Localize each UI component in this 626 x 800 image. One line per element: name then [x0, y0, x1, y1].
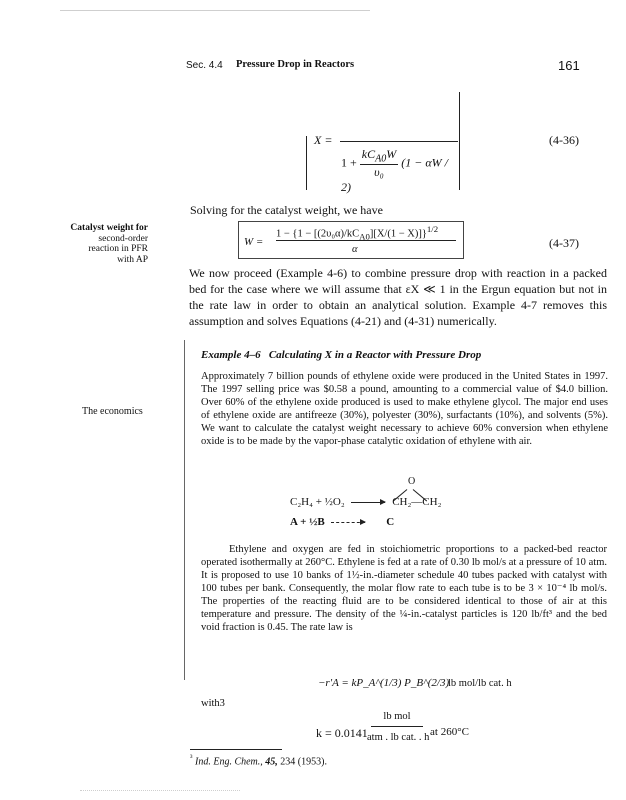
equation-4-37-number: (4-37): [549, 236, 579, 250]
reaction-equation: [290, 496, 441, 508]
epoxide-oxygen: O: [408, 476, 416, 487]
equation-4-36-denominator: [341, 147, 459, 195]
page-number: 161: [558, 58, 580, 73]
reaction-product: CH₂—CH₂: [392, 496, 442, 508]
footnote-volume: 45,: [265, 756, 278, 768]
eq37-num-sub: A0: [359, 231, 370, 242]
eq36-one-plus: 1 +: [341, 155, 357, 170]
equation-4-37-numerator: [276, 224, 438, 242]
eq36-w: W: [386, 147, 397, 161]
running-title: Pressure Drop in Reactors: [236, 59, 355, 70]
bottom-scan-artifact: [80, 790, 240, 791]
solving-sentence: Solving for the catalyst weight, we have: [190, 203, 383, 217]
sidenote-1-line-1: Catalyst weight for: [70, 223, 148, 233]
body-paragraph-1: We now proceed (Example 4-6) to combine pressure drop with reaction in a packed bed for the case where we will assume that εX ≪ 1 in the Ergun equation but not in the rate law in order to obtain an analytical solution. Example 4-7 removes this assumption and solves Equations (4-21) and (4-31) numerically.: [189, 266, 607, 328]
sidenote-economics: The economics: [82, 406, 143, 417]
footnote: [190, 753, 327, 767]
example-paragraph-1: Approximately 7 billion pounds of ethylene oxide were produced in the United States in 1997. The 1997 selling price was $0.58 a pound, amounting to a commercial value of $4.0 billion. Over 60% of the ethylene oxide produced is used to make ethylene glycol. The major end uses of ethylene oxide are antifreeze (30%), polyester (30%), surfactants (10%), and solvents (5%). We want to calculate the catalyst weight necessary to achieve 60% conversion when ethylene oxide is to be made by the vapor-phase catalytic oxidation of ethylene with air.: [201, 371, 608, 447]
eq37-num-b: ][X/(1 − X)]}: [369, 228, 427, 240]
sidenote-1-line-4: with AP: [117, 254, 148, 265]
footnote-marker: ³: [190, 753, 193, 762]
footnote-journal: Ind. Eng. Chem.,: [195, 756, 263, 768]
equation-4-37-denominator: α: [352, 244, 358, 255]
rate-law-units: lb mol/lb cat. h: [448, 678, 512, 689]
rate-constant-unit-num: lb mol: [383, 711, 411, 722]
example-heading: Calculating X in a Reactor with Pressure Drop: [268, 349, 482, 361]
eq36-inner-den: υ₀: [374, 165, 384, 180]
eq36-kc: kC: [361, 147, 376, 161]
example-number: Example 4–6: [201, 349, 261, 361]
reaction-arrow-icon: [351, 502, 385, 503]
sidenote-1-line-3: reaction in PFR: [88, 244, 148, 254]
section-label: Sec. 4.4: [186, 60, 223, 71]
equation-4-36-lhs: X =: [314, 133, 333, 147]
rate-constant-lhs: k = 0.0141: [316, 726, 368, 740]
rate-constant-unit-den: atm . lb cat. . h: [367, 732, 430, 743]
footnote-rest: 234 (1953).: [280, 756, 327, 768]
example-margin-rule: [184, 340, 185, 680]
equation-4-37-lhs: W =: [244, 236, 264, 248]
example-title: [201, 349, 481, 361]
eq36-inner-fraction: [360, 147, 398, 180]
reaction-symbol-arrow-icon: [331, 522, 365, 523]
reaction-symbols-rhs: C: [386, 516, 395, 528]
eq37-num-sup: 1/2: [426, 224, 439, 234]
rate-law-equation: −r′A = kP_A^(1/3) P_B^(2/3): [318, 677, 450, 689]
with-footnote-ref: with3: [201, 698, 225, 709]
sidenote-catalyst-weight: [65, 223, 148, 265]
reaction-symbols-lhs: A + ½B: [290, 516, 325, 528]
sidenote-1-line-2: second-order: [98, 233, 148, 244]
eq36-kc-sub: A0: [375, 153, 387, 165]
equation-4-36-number: (4-36): [549, 133, 579, 147]
top-rule: [60, 10, 370, 11]
footnote-rule: [190, 749, 282, 750]
reaction-symbols: [290, 516, 394, 528]
eq36-paren: (1 − αW / 2): [341, 155, 448, 195]
equation-4-36-fraction-bar: [340, 141, 458, 142]
reaction-reactants: C₂H₄ + ½O₂: [290, 496, 345, 508]
example-paragraph-2: Ethylene and oxygen are fed in stoichiometric proportions to a packed-bed reactor operated isothermally at 260°C. Ethylene is fed at a rate of 0.30 lb mol/s at a pressure of 10 atm. It is proposed to use 10 banks of 1½-in.-diameter schedule 40 tubes packed with catalyst with 100 tubes per bank. Consequently, the molar flow rate to each tube is to be 3 × 10⁻⁴ lb mol/s. The properties of the reacting fluid are to be considered identical to those of air at this temperature and pressure. The density of the ¼-in.-catalyst particles is 120 lb/ft³ and the bed void fraction is 0.45. The rate law is: [201, 544, 607, 633]
eq36-inner-num: [360, 147, 398, 165]
equation-4-37-fraction-bar: [276, 240, 456, 241]
rate-constant-temperature: at 260°C: [430, 726, 469, 738]
rate-constant-fraction-bar: [371, 726, 423, 727]
eq37-num-a: 1 − {1 − [(2υ₀α)/kC: [276, 228, 360, 240]
